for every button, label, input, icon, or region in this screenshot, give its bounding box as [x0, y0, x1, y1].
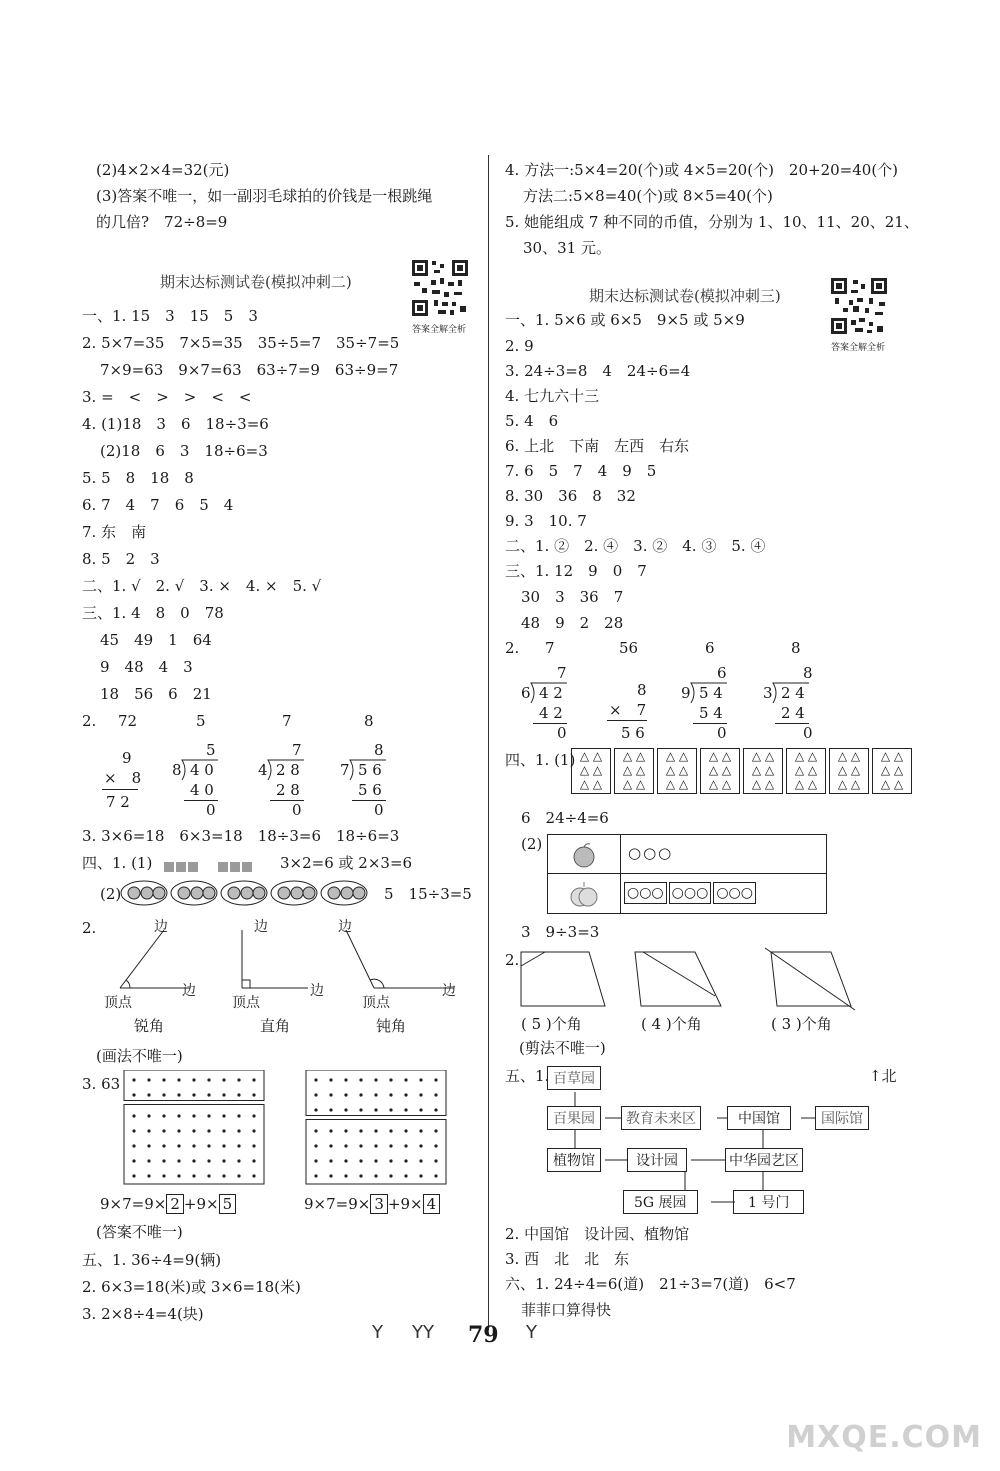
- grid-dot: [222, 1144, 225, 1147]
- map-box: 中华园艺区: [725, 1148, 803, 1172]
- grid-dot: [344, 1093, 347, 1096]
- grid-dot: [177, 1093, 180, 1096]
- grid-dot: [252, 1174, 255, 1177]
- grid-dot: [252, 1114, 255, 1117]
- grid-dot: [177, 1114, 180, 1117]
- grid-dot: [314, 1093, 317, 1096]
- grid-dot: [404, 1078, 407, 1081]
- grid-dot: [374, 1078, 377, 1081]
- circle-row: ○○○: [628, 844, 674, 862]
- grid-dot: [434, 1159, 437, 1162]
- calc-digit: 6: [717, 664, 727, 682]
- answer-line: 4. (1)18 3 6 18÷3=6: [82, 415, 269, 433]
- grid-dot: [344, 1078, 347, 1081]
- grid-dot: [314, 1108, 317, 1111]
- grid-dot: [237, 1114, 240, 1117]
- dot-grid-frame: [306, 1120, 446, 1185]
- grid-dot: [252, 1159, 255, 1162]
- grid-dot: [147, 1114, 150, 1117]
- calc-digit: 9: [681, 684, 691, 702]
- answer-line: 3. 24÷3=8 4 24÷6=4: [505, 362, 691, 380]
- grid-dot: [344, 1108, 347, 1111]
- answer-line: 二、1. √ 2. √ 3. × 4. × 5. √: [82, 577, 322, 595]
- grid-dot: [207, 1114, 210, 1117]
- grid-dot: [237, 1093, 240, 1096]
- map-box: 1 号门: [733, 1190, 804, 1214]
- calc-digit: 4 2: [539, 684, 563, 702]
- grid-dot: [404, 1174, 407, 1177]
- grid-dot: [329, 1159, 332, 1162]
- calc-digit: 7: [292, 741, 302, 759]
- grid-dot: [434, 1144, 437, 1147]
- side-label: 边: [442, 983, 456, 999]
- grid-dot: [374, 1144, 377, 1147]
- grid-dot: [329, 1078, 332, 1081]
- cut-answer: ( 3 )个角: [771, 1015, 832, 1033]
- grid-dot: [434, 1108, 437, 1111]
- answer-line: 7. 东 南: [82, 523, 147, 541]
- answer-line: 2. 5×7=35 7×5=35 35÷5=7 35÷7=5: [82, 334, 400, 352]
- grid-dot: [359, 1078, 362, 1081]
- calc-digit: 5 4: [699, 704, 723, 722]
- sprout-icon: 𝖸𝖸: [412, 1322, 434, 1343]
- grid-dot: [344, 1144, 347, 1147]
- question-label: 四、1. (1): [505, 751, 576, 769]
- page-number: 79: [468, 1322, 499, 1348]
- grid-dot: [359, 1129, 362, 1132]
- grid-dot: [389, 1108, 392, 1111]
- grid-dot: [359, 1144, 362, 1147]
- grid-dot: [329, 1129, 332, 1132]
- answer-line: 三、1. 4 8 0 78: [82, 604, 224, 622]
- grid-dot: [177, 1174, 180, 1177]
- answer-line: 六、1. 24÷4=6(道) 21÷3=7(道) 6<7: [505, 1275, 796, 1293]
- angle-name: 直角: [260, 1017, 291, 1035]
- answer-line: 18 56 6 21: [100, 685, 212, 703]
- answer-line: (2)18 6 3 18÷6=3: [100, 442, 268, 460]
- circle-group: ○○○: [669, 882, 712, 904]
- grid-dot: [222, 1078, 225, 1081]
- calc-digit: 7 2: [106, 793, 130, 811]
- cut-answer: ( 5 )个角: [521, 1015, 582, 1033]
- calc-answer: 6: [705, 639, 715, 657]
- qr-code-icon: [410, 258, 470, 318]
- calc-digit: 0: [557, 724, 567, 742]
- answer-line: 6. 7 4 7 6 5 4: [82, 496, 234, 514]
- qr-caption: 答案全解全析: [831, 343, 886, 353]
- question-label: 2.: [82, 919, 97, 937]
- calc-digit: 0: [717, 724, 727, 742]
- answer-line: 6 24÷4=6: [521, 809, 609, 827]
- answer-line: 三、1. 12 9 0 7: [505, 562, 647, 580]
- calc-digit: 8: [374, 741, 384, 759]
- calc-answer: 5: [196, 712, 206, 730]
- peach-icon: [568, 879, 600, 909]
- qr-code-icon: [829, 276, 889, 336]
- side-label: 边: [338, 919, 352, 935]
- answer-line: 5. 5 8 18 8: [82, 469, 194, 487]
- watermark: MXQE.COM: [786, 1420, 982, 1455]
- grid-dot: [419, 1174, 422, 1177]
- grid-dot: [162, 1174, 165, 1177]
- answer-line: 4. 七九六十三: [505, 387, 600, 405]
- calc-digit: × 8: [104, 769, 142, 787]
- question-label: (2): [100, 885, 122, 903]
- grid-dot: [177, 1078, 180, 1081]
- grid-dot: [147, 1159, 150, 1162]
- grid-dot: [177, 1129, 180, 1132]
- grid-dot: [329, 1093, 332, 1096]
- grid-dot: [132, 1174, 135, 1177]
- grid-dot: [252, 1144, 255, 1147]
- calc-digit: 8: [172, 761, 182, 779]
- map-box: 5G 展园: [623, 1190, 698, 1214]
- grid-dot: [162, 1144, 165, 1147]
- grid-dot: [404, 1108, 407, 1111]
- grid-dot: [359, 1108, 362, 1111]
- apple-icon: [570, 841, 598, 869]
- map-box: 中国馆: [727, 1106, 791, 1130]
- answer-line: 5. 4 6: [505, 412, 559, 430]
- grid-dot: [177, 1159, 180, 1162]
- grid-dot: [329, 1144, 332, 1147]
- grid-dot: [147, 1144, 150, 1147]
- grid-dot: [419, 1159, 422, 1162]
- grid-dot: [132, 1159, 135, 1162]
- sprout-icon: 𝖸: [372, 1322, 383, 1343]
- answer-line: 2. 中国馆 设计园、植物馆: [505, 1225, 690, 1243]
- question-label: (2): [521, 835, 543, 853]
- map-box: 国际馆: [815, 1106, 869, 1130]
- grid-dot: [389, 1144, 392, 1147]
- square-group: [218, 857, 252, 876]
- calc-digit: 3: [763, 684, 773, 702]
- grid-dot: [252, 1093, 255, 1096]
- grid-dot: [147, 1078, 150, 1081]
- note: (答案不唯一): [96, 1223, 183, 1241]
- answer-line: 45 49 1 64: [100, 631, 212, 649]
- calc-digit: 8: [803, 664, 813, 682]
- grid-dot: [252, 1078, 255, 1081]
- grid-dot: [419, 1129, 422, 1132]
- calc-answer: 7: [282, 712, 292, 730]
- triangle-groups: [571, 748, 915, 794]
- grid-dot: [329, 1174, 332, 1177]
- grid-dot: [207, 1174, 210, 1177]
- calc-digit: 2 4: [781, 704, 805, 722]
- calc-answer: 56: [619, 639, 639, 657]
- grid-dot: [404, 1159, 407, 1162]
- grid-dot: [192, 1144, 195, 1147]
- grid-dot: [237, 1144, 240, 1147]
- vertex-label: 顶点: [362, 995, 390, 1011]
- answer-line: 2. 6×3=18(米)或 3×6=18(米): [82, 1278, 301, 1296]
- fruit-table: [547, 834, 827, 914]
- side-label: 边: [182, 983, 196, 999]
- calc-answer: 7: [545, 639, 555, 657]
- note: (画法不唯一): [96, 1047, 183, 1065]
- grid-dot: [207, 1144, 210, 1147]
- calc-digit: 4: [258, 761, 268, 779]
- grid-dot: [359, 1093, 362, 1096]
- grid-dot: [389, 1129, 392, 1132]
- answer-line: 3. 西 北 北 东: [505, 1250, 630, 1268]
- answer-line: 48 9 2 28: [521, 614, 624, 632]
- calc-digit: 5: [206, 741, 216, 759]
- grid-dot: [404, 1093, 407, 1096]
- calc-digit: 6: [521, 684, 531, 702]
- grid-dot: [314, 1159, 317, 1162]
- answer-line: 一、1. 15 3 15 5 3: [82, 307, 258, 325]
- answer-line: 方法二:5×8=40(个)或 8×5=40(个): [523, 187, 773, 205]
- grid-dot: [162, 1129, 165, 1132]
- map-box: 植物馆: [547, 1148, 601, 1172]
- answer-line: 3. = < > > < <: [82, 388, 252, 406]
- grid-dot: [237, 1174, 240, 1177]
- grid-dot: [252, 1129, 255, 1132]
- grid-dot: [132, 1114, 135, 1117]
- answer-line: (2)4×2×4=32(元): [96, 161, 230, 179]
- side-label: 边: [310, 983, 324, 999]
- triangle-box: △ △ △ △ △ △: [829, 748, 869, 794]
- grid-dot: [359, 1174, 362, 1177]
- grid-dot: [177, 1144, 180, 1147]
- answer-line: 8. 30 36 8 32: [505, 487, 636, 505]
- answer-line: 30 3 36 7: [521, 588, 624, 606]
- grid-dot: [404, 1129, 407, 1132]
- column-divider: [488, 155, 489, 1330]
- map-box: 百草园: [547, 1066, 601, 1090]
- answer-line: 3. 3×6=18 6×3=18 18÷3=6 18÷6=3: [82, 827, 400, 845]
- calc-digit: 7: [340, 761, 350, 779]
- triangle-box: △ △ △ △ △ △: [786, 748, 826, 794]
- oval-groups: [120, 878, 370, 908]
- grid-dot: [314, 1129, 317, 1132]
- answer-line: 菲菲口算得快: [521, 1301, 612, 1319]
- answer-line: 3. 2×8÷4=4(块): [82, 1305, 204, 1323]
- answer-line: 7. 6 5 7 4 9 5: [505, 462, 657, 480]
- calc-digit: 0: [292, 801, 302, 819]
- vertex-label: 顶点: [232, 995, 260, 1011]
- question-label: 五、1.: [505, 1067, 550, 1085]
- grid-dot: [222, 1174, 225, 1177]
- answer-line: 6. 上北 下南 左西 右东: [505, 437, 690, 455]
- answer-line: 的几倍? 72÷8=9: [96, 213, 228, 231]
- circle-group: ○○○: [624, 882, 667, 904]
- triangle-box: △ △ △ △ △ △: [571, 748, 611, 794]
- grid-dot: [132, 1144, 135, 1147]
- grid-dot: [192, 1129, 195, 1132]
- grid-dot: [434, 1129, 437, 1132]
- cut-shapes: [515, 946, 875, 1012]
- calc-digit: 5 6: [358, 781, 382, 799]
- angle-name: 锐角: [134, 1017, 165, 1035]
- answer-line: 4. 方法一:5×4=20(个)或 4×5=20(个) 20+20=40(个): [505, 161, 899, 179]
- grid-dot: [132, 1078, 135, 1081]
- grid-dot: [374, 1129, 377, 1132]
- answer-line: 5 15÷3=5: [384, 885, 472, 903]
- section-title: 期末达标测试卷(模拟冲刺三): [589, 287, 781, 305]
- calc-digit: 0: [374, 801, 384, 819]
- north-arrow: ↑北: [869, 1067, 897, 1085]
- grid-dot: [147, 1093, 150, 1096]
- grid-dot: [374, 1108, 377, 1111]
- calc-answer: 8: [364, 712, 374, 730]
- sprout-icon: 𝖸: [526, 1322, 537, 1343]
- calc-rule: [607, 720, 647, 721]
- grid-dot: [314, 1078, 317, 1081]
- calc-digit: 7: [557, 664, 567, 682]
- grid-dot: [419, 1093, 422, 1096]
- calc-answer: 8: [791, 639, 801, 657]
- grid-dot: [207, 1093, 210, 1096]
- answer-line: 3×2=6 或 2×3=6: [280, 854, 413, 872]
- map-box: 百果园: [547, 1106, 601, 1130]
- dot-equation: 9×7=9× 3 +9× 4: [304, 1194, 440, 1214]
- cut-answer: ( 4 )个角: [641, 1015, 702, 1033]
- side-label: 边: [254, 919, 268, 935]
- triangle-box: △ △ △ △ △ △: [657, 748, 697, 794]
- grid-dot: [344, 1159, 347, 1162]
- grid-dot: [162, 1093, 165, 1096]
- calc-digit: 5 6: [621, 724, 645, 742]
- grid-dot: [207, 1078, 210, 1081]
- grid-dot: [192, 1114, 195, 1117]
- grid-dot: [222, 1129, 225, 1132]
- grid-dot: [237, 1159, 240, 1162]
- answer-line: 5. 她能组成 7 种不同的币值，分别为 1、10、11、20、21、: [505, 213, 919, 231]
- grid-dot: [329, 1108, 332, 1111]
- grid-dot: [192, 1078, 195, 1081]
- grid-dot: [389, 1093, 392, 1096]
- triangle-box: △ △ △ △ △ △: [700, 748, 740, 794]
- grid-dot: [434, 1093, 437, 1096]
- grid-dot: [434, 1078, 437, 1081]
- calc-digit: × 7: [609, 701, 647, 719]
- dot-equation: 9×7=9× 2 +9× 5: [100, 1194, 236, 1214]
- map-box: 教育未来区: [621, 1106, 701, 1130]
- answer-line: 一、1. 5×6 或 6×5 9×5 或 5×9: [505, 311, 745, 329]
- grid-dot: [344, 1174, 347, 1177]
- grid-dot: [419, 1108, 422, 1111]
- calc-digit: 9: [122, 749, 132, 767]
- grid-dot: [314, 1174, 317, 1177]
- grid-dot: [344, 1129, 347, 1132]
- calc-answer: 72: [118, 712, 138, 730]
- dot-grid: [122, 1070, 268, 1186]
- grid-dot: [132, 1129, 135, 1132]
- calc-rule: [102, 789, 138, 790]
- calc-digit: 5 6: [358, 761, 382, 779]
- answer-line: (3)答案不唯一，如一副羽毛球拍的价钱是一根跳绳: [96, 187, 433, 205]
- answer-line: 二、1. ② 2. ④ 3. ② 4. ③ 5. ④: [505, 537, 766, 555]
- grid-dot: [207, 1159, 210, 1162]
- question-label: 3. 63: [82, 1075, 121, 1093]
- grid-dot: [147, 1129, 150, 1132]
- map-box: 设计园: [627, 1148, 687, 1172]
- grid-dot: [374, 1159, 377, 1162]
- grid-dot: [162, 1114, 165, 1117]
- question-label: 四、1. (1): [82, 854, 153, 872]
- note: (剪法不唯一): [519, 1039, 606, 1057]
- answer-line: 7×9=63 9×7=63 63÷7=9 63÷9=7: [100, 361, 399, 379]
- grid-dot: [389, 1159, 392, 1162]
- grid-dot: [419, 1144, 422, 1147]
- grid-dot: [192, 1174, 195, 1177]
- grid-dot: [147, 1174, 150, 1177]
- grid-dot: [192, 1093, 195, 1096]
- angle-name: 钝角: [376, 1017, 407, 1035]
- grid-dot: [132, 1093, 135, 1096]
- answer-line: 30、31 元。: [523, 239, 611, 257]
- grid-dot: [374, 1093, 377, 1096]
- grid-dot: [192, 1159, 195, 1162]
- triangle-box: △ △ △ △ △ △: [614, 748, 654, 794]
- answer-line: 五、1. 36÷4=9(辆): [82, 1251, 222, 1269]
- grid-dot: [162, 1159, 165, 1162]
- calc-digit: 0: [803, 724, 813, 742]
- grid-dot: [237, 1078, 240, 1081]
- circle-group: ○○○: [713, 882, 756, 904]
- answer-line: 9 48 4 3: [100, 658, 193, 676]
- angle-figures: [96, 920, 466, 1010]
- answer-line: 9. 3 10. 7: [505, 512, 587, 530]
- calc-digit: 4 2: [539, 704, 563, 722]
- side-label: 边: [154, 919, 168, 935]
- grid-dot: [389, 1078, 392, 1081]
- qr-caption: 答案全解全析: [412, 325, 467, 335]
- grid-dot: [434, 1174, 437, 1177]
- dot-grid: [304, 1070, 450, 1186]
- answer-line: 2. 9: [505, 337, 534, 355]
- calc-digit: 2 8: [276, 781, 300, 799]
- grid-dot: [207, 1129, 210, 1132]
- grid-dot: [359, 1159, 362, 1162]
- grid-dot: [237, 1129, 240, 1132]
- vertex-label: 顶点: [104, 995, 132, 1011]
- grid-dot: [162, 1078, 165, 1081]
- calc-digit: 4 0: [190, 781, 214, 799]
- grid-dot: [222, 1114, 225, 1117]
- square-group: [164, 857, 198, 876]
- question-label: 2.: [82, 712, 97, 730]
- calc-digit: 0: [206, 801, 216, 819]
- section-title: 期末达标测试卷(模拟冲刺二): [160, 273, 352, 291]
- grid-dot: [222, 1093, 225, 1096]
- grid-dot: [419, 1078, 422, 1081]
- grid-dot: [374, 1174, 377, 1177]
- triangle-box: △ △ △ △ △ △: [743, 748, 783, 794]
- grid-dot: [314, 1144, 317, 1147]
- circle-groups: [624, 882, 758, 904]
- grid-dot: [389, 1174, 392, 1177]
- question-label: 2.: [505, 951, 520, 969]
- calc-digit: 2 4: [781, 684, 805, 702]
- calc-digit: 8: [637, 681, 647, 699]
- calc-digit: 4 0: [190, 761, 214, 779]
- calc-digit: 2 8: [276, 761, 300, 779]
- grid-dot: [404, 1144, 407, 1147]
- grid-dot: [222, 1159, 225, 1162]
- question-label: 2.: [505, 639, 520, 657]
- triangle-box: △ △ △ △ △ △: [872, 748, 912, 794]
- answer-line: 3 9÷3=3: [521, 923, 600, 941]
- calc-digit: 5 4: [699, 684, 723, 702]
- answer-line: 8. 5 2 3: [82, 550, 160, 568]
